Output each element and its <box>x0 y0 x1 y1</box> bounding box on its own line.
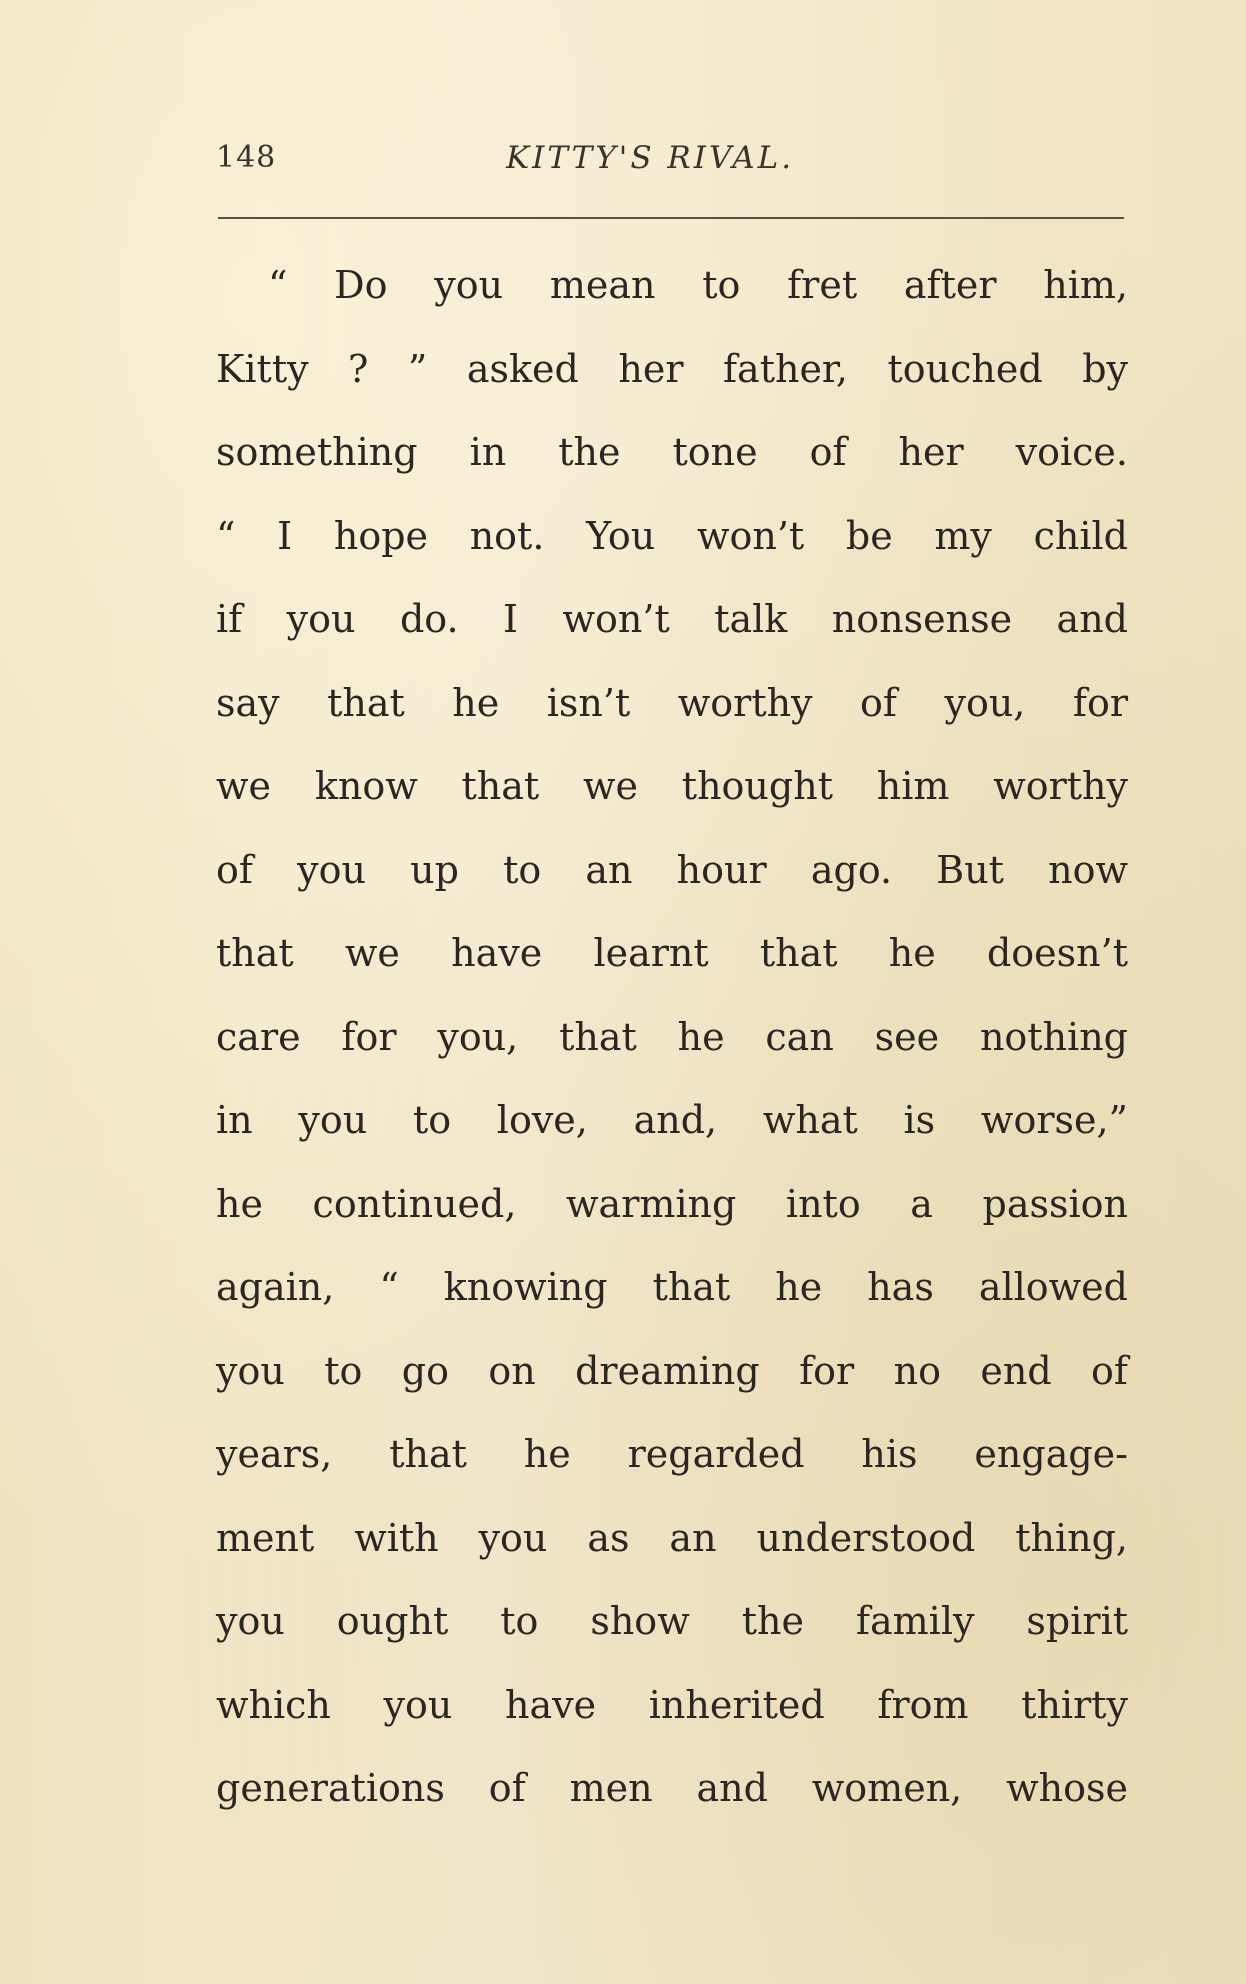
text-line: of you up to an hour ago. But now <box>216 847 1128 892</box>
text-line: ment with you as an understood thing, <box>216 1515 1128 1560</box>
page-header <box>216 140 1126 200</box>
header-rule <box>218 217 1124 219</box>
text-line: generations of men and women, whose <box>216 1766 1128 1810</box>
text-line: in you to love, and, what is worse,” <box>216 1098 1128 1142</box>
text-line: care for you, that he can see nothing <box>216 1014 1128 1059</box>
text-line: if you do. I won’t talk nonsense and <box>216 597 1128 641</box>
text-line: say that he isn’t worthy of you, for <box>216 680 1128 725</box>
text-line: “ Do you mean to fret after him, <box>268 263 1128 307</box>
text-line: you to go on dreaming for no end of <box>216 1348 1128 1393</box>
page-number: 148 <box>216 140 277 175</box>
running-title: KITTY'S RIVAL. <box>506 140 795 176</box>
text-line: you ought to show the family spirit <box>216 1599 1128 1643</box>
body-text <box>216 244 1128 1831</box>
text-line: that we have learnt that he doesn’t <box>216 931 1128 975</box>
text-line: Kitty ? ” asked her father, touched by <box>216 346 1128 391</box>
text-line: which you have inherited from thirty <box>216 1682 1128 1727</box>
text-line: something in the tone of her voice. <box>216 430 1128 474</box>
text-line: he continued, warming into a passion <box>216 1181 1128 1226</box>
text-line: again, “ knowing that he has allowed <box>216 1265 1128 1309</box>
text-line: we know that we thought him worthy <box>216 764 1128 808</box>
text-line: “ I hope not. You won’t be my child <box>216 513 1128 558</box>
text-line: years, that he regarded his engage- <box>216 1432 1128 1476</box>
